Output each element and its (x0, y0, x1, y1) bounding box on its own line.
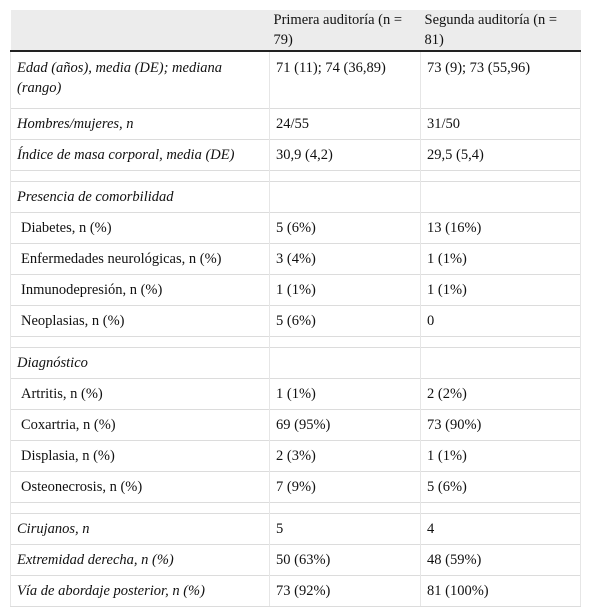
spacer-row (11, 337, 581, 348)
cell-first-audit: 7 (9%) (270, 472, 421, 503)
header-first-audit: Primera auditoría (n = 79) (270, 10, 421, 51)
table-row (11, 140, 581, 171)
table-row (11, 379, 581, 410)
cell-second-audit: 13 (16%) (421, 213, 581, 244)
table-row (11, 441, 581, 472)
section-row (11, 348, 581, 379)
demographics-table-container (10, 10, 580, 607)
cell-first-audit: 1 (1%) (270, 379, 421, 410)
row-label: Displasia, n (%) (11, 441, 270, 472)
cell-first-audit: 73 (92%) (270, 576, 421, 607)
table-header (11, 10, 581, 51)
demographics-table (10, 10, 581, 607)
row-label: Índice de masa corporal, media (DE) (11, 140, 270, 171)
cell-second-audit: 1 (1%) (421, 275, 581, 306)
cell-second-audit: 48 (59%) (421, 545, 581, 576)
spacer-row (11, 171, 581, 182)
table-row (11, 109, 581, 140)
cell-second-audit: 81 (100%) (421, 576, 581, 607)
cell-first-audit: 1 (1%) (270, 275, 421, 306)
cell-first-audit: 50 (63%) (270, 545, 421, 576)
row-label: Vía de abordaje posterior, n (%) (11, 576, 270, 607)
header-second-audit: Segunda auditoría (n = 81) (421, 10, 581, 51)
cell-first-audit: 30,9 (4,2) (270, 140, 421, 171)
cell-first-audit: 5 (270, 514, 421, 545)
cell-second-audit: 4 (421, 514, 581, 545)
table-row (11, 410, 581, 441)
header-blank-cell (11, 10, 270, 51)
table-row (11, 545, 581, 576)
section-label-comorbidity: Presencia de comorbilidad (11, 182, 270, 213)
row-label: Extremidad derecha, n (%) (11, 545, 270, 576)
section-label-diagnosis: Diagnóstico (11, 348, 270, 379)
row-label: Inmunodepresión, n (%) (11, 275, 270, 306)
table-row (11, 306, 581, 337)
cell-first-audit: 5 (6%) (270, 213, 421, 244)
row-label: Coxartria, n (%) (11, 410, 270, 441)
cell-second-audit: 31/50 (421, 109, 581, 140)
table-row (11, 576, 581, 607)
spacer-row (11, 503, 581, 514)
cell-second-audit: 73 (90%) (421, 410, 581, 441)
cell-first-audit: 5 (6%) (270, 306, 421, 337)
row-label: Osteonecrosis, n (%) (11, 472, 270, 503)
cell-first-audit: 2 (3%) (270, 441, 421, 472)
section-row (11, 182, 581, 213)
cell-second-audit: 0 (421, 306, 581, 337)
row-label: Diabetes, n (%) (11, 213, 270, 244)
cell-first-audit: 3 (4%) (270, 244, 421, 275)
row-label: Edad (años), media (DE); mediana (rango) (11, 51, 270, 109)
row-label: Enfermedades neurológicas, n (%) (11, 244, 270, 275)
cell-first-audit: 71 (11); 74 (36,89) (270, 51, 421, 109)
cell-second-audit: 1 (1%) (421, 244, 581, 275)
table-row (11, 514, 581, 545)
cell-second-audit: 1 (1%) (421, 441, 581, 472)
cell-second-audit: 2 (2%) (421, 379, 581, 410)
cell-second-audit: 5 (6%) (421, 472, 581, 503)
table-body (11, 51, 581, 607)
cell-second-audit: 29,5 (5,4) (421, 140, 581, 171)
row-label: Artritis, n (%) (11, 379, 270, 410)
row-label: Cirujanos, n (11, 514, 270, 545)
cell-first-audit: 69 (95%) (270, 410, 421, 441)
cell-first-audit: 24/55 (270, 109, 421, 140)
row-label: Hombres/mujeres, n (11, 109, 270, 140)
table-row (11, 51, 581, 109)
table-row (11, 472, 581, 503)
row-label: Neoplasias, n (%) (11, 306, 270, 337)
table-row (11, 275, 581, 306)
table-row (11, 213, 581, 244)
cell-second-audit: 73 (9); 73 (55,96) (421, 51, 581, 109)
table-row (11, 244, 581, 275)
